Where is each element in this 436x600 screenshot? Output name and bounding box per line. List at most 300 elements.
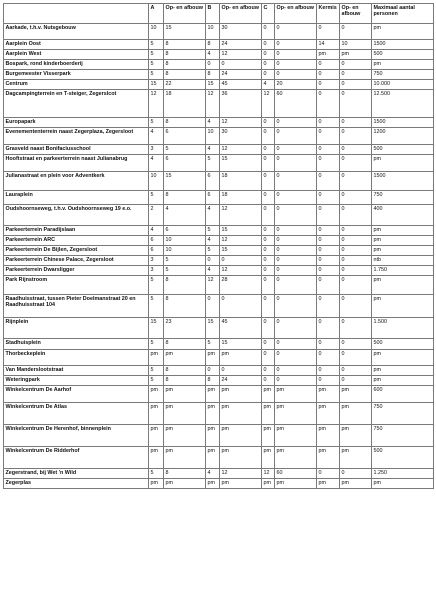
cell-max-personen: pm — [372, 24, 434, 40]
cell-b: 5 — [206, 226, 220, 236]
cell-b-op-en-afbouw: 0 — [220, 256, 262, 266]
cell-c-op-en-afbouw: pm — [275, 386, 317, 403]
cell-b: 5 — [206, 339, 220, 350]
cell-c-op-en-afbouw: 0 — [275, 172, 317, 191]
header-kermis-op-en-afbouw: Op- en afbouw — [340, 4, 372, 24]
cell-c: pm — [262, 447, 275, 469]
cell-c: pm — [262, 425, 275, 447]
cell-b-op-en-afbouw: 18 — [220, 191, 262, 205]
cell-b: 4 — [206, 236, 220, 246]
cell-max-personen: 1500 — [372, 118, 434, 128]
cell-kermis-op-en-afbouw: pm — [340, 386, 372, 403]
cell-b: 0 — [206, 60, 220, 70]
cell-c: 0 — [262, 50, 275, 60]
table-row — [4, 350, 434, 366]
header-kermis: Kermis — [317, 4, 340, 24]
cell-kermis: 0 — [317, 256, 340, 266]
cell-a: 10 — [149, 172, 164, 191]
cell-location: Stadhuisplein — [4, 339, 149, 350]
header-b: B — [206, 4, 220, 24]
cell-kermis: 0 — [317, 70, 340, 80]
cell-max-personen: 1500 — [372, 172, 434, 191]
cell-kermis: 0 — [317, 276, 340, 295]
cell-kermis-op-en-afbouw: 0 — [340, 246, 372, 256]
table-row — [4, 24, 434, 40]
cell-kermis: 0 — [317, 318, 340, 339]
cell-a-op-en-afbouw: pm — [164, 403, 206, 425]
cell-a-op-en-afbouw: 5 — [164, 266, 206, 276]
cell-b: 10 — [206, 128, 220, 145]
cell-b-op-en-afbouw: 15 — [220, 246, 262, 256]
cell-a: 4 — [149, 155, 164, 172]
cell-c: 0 — [262, 236, 275, 246]
table-row — [4, 366, 434, 376]
table-row — [4, 246, 434, 256]
cell-kermis-op-en-afbouw: 0 — [340, 90, 372, 118]
cell-a-op-en-afbouw: 6 — [164, 155, 206, 172]
cell-a-op-en-afbouw: pm — [164, 386, 206, 403]
cell-c: 0 — [262, 70, 275, 80]
cell-location: Van Manderslootstraat — [4, 366, 149, 376]
cell-location: Dagcampingterrein en T-steiger, Zegerslcot — [4, 90, 149, 118]
cell-b: 4 — [206, 205, 220, 226]
cell-location: Winkelcentrum De Herenhof, binnenplein — [4, 425, 149, 447]
cell-b: 4 — [206, 469, 220, 479]
cell-c-op-en-afbouw: 0 — [275, 24, 317, 40]
cell-kermis: pm — [317, 425, 340, 447]
table-row — [4, 425, 434, 447]
cell-b-op-en-afbouw: pm — [220, 350, 262, 366]
cell-max-personen: pm — [372, 479, 434, 489]
cell-c-op-en-afbouw: 0 — [275, 205, 317, 226]
cell-a-op-en-afbouw: 8 — [164, 50, 206, 60]
cell-a-op-en-afbouw: 5 — [164, 145, 206, 155]
table-row — [4, 205, 434, 226]
cell-b: 4 — [206, 118, 220, 128]
cell-b-op-en-afbouw: 15 — [220, 155, 262, 172]
table-row — [4, 70, 434, 80]
cell-c: pm — [262, 403, 275, 425]
cell-location: Evenemententerrein naast Zegerplaza, Zegersloot — [4, 128, 149, 145]
cell-a: 5 — [149, 118, 164, 128]
cell-a-op-en-afbouw: 8 — [164, 376, 206, 386]
cell-c: pm — [262, 479, 275, 489]
cell-c-op-en-afbouw: 20 — [275, 80, 317, 90]
table-row — [4, 295, 434, 318]
cell-location: Aarplein Oost — [4, 40, 149, 50]
cell-kermis: pm — [317, 479, 340, 489]
cell-max-personen: pm — [372, 155, 434, 172]
header-c-op-en-afbouw: Op- en afbouw — [275, 4, 317, 24]
cell-a-op-en-afbouw: pm — [164, 479, 206, 489]
cell-b: 15 — [206, 80, 220, 90]
cell-b-op-en-afbouw: 12 — [220, 50, 262, 60]
cell-kermis: 0 — [317, 366, 340, 376]
cell-a-op-en-afbouw: 10 — [164, 246, 206, 256]
cell-c-op-en-afbouw: 0 — [275, 350, 317, 366]
cell-c-op-en-afbouw: 0 — [275, 376, 317, 386]
cell-kermis: 0 — [317, 128, 340, 145]
table-row — [4, 155, 434, 172]
cell-max-personen: 400 — [372, 205, 434, 226]
cell-b-op-en-afbouw: 12 — [220, 118, 262, 128]
cell-c: 0 — [262, 376, 275, 386]
cell-b: 8 — [206, 40, 220, 50]
cell-a: 5 — [149, 469, 164, 479]
cell-kermis-op-en-afbouw: pm — [340, 425, 372, 447]
cell-c-op-en-afbouw: 0 — [275, 128, 317, 145]
cell-b-op-en-afbouw: 30 — [220, 128, 262, 145]
cell-b-op-en-afbouw: 15 — [220, 339, 262, 350]
cell-a-op-en-afbouw: 8 — [164, 191, 206, 205]
cell-a: 5 — [149, 70, 164, 80]
cell-kermis-op-en-afbouw: 0 — [340, 295, 372, 318]
cell-c-op-en-afbouw: 0 — [275, 256, 317, 266]
cell-max-personen: pm — [372, 295, 434, 318]
cell-a-op-en-afbouw: 15 — [164, 172, 206, 191]
cell-max-personen: pm — [372, 236, 434, 246]
cell-location: Aarkade, t.h.v. Nutsgebouw — [4, 24, 149, 40]
cell-kermis: pm — [317, 386, 340, 403]
table-row — [4, 191, 434, 205]
cell-c: 12 — [262, 469, 275, 479]
cell-c: 0 — [262, 40, 275, 50]
cell-a: pm — [149, 386, 164, 403]
cell-b-op-en-afbouw: 12 — [220, 145, 262, 155]
cell-c: 0 — [262, 205, 275, 226]
cell-a-op-en-afbouw: pm — [164, 425, 206, 447]
cell-a: pm — [149, 479, 164, 489]
table-row — [4, 80, 434, 90]
cell-c-op-en-afbouw: 0 — [275, 366, 317, 376]
cell-b-op-en-afbouw: 12 — [220, 205, 262, 226]
cell-a: 5 — [149, 295, 164, 318]
cell-c: 0 — [262, 339, 275, 350]
cell-b-op-en-afbouw: 24 — [220, 40, 262, 50]
cell-b-op-en-afbouw: 24 — [220, 376, 262, 386]
cell-location: Parkeerterrein De Bijlen, Zegersloot — [4, 246, 149, 256]
table-row — [4, 386, 434, 403]
cell-b: 5 — [206, 246, 220, 256]
cell-c-op-en-afbouw: pm — [275, 403, 317, 425]
cell-kermis-op-en-afbouw: 0 — [340, 145, 372, 155]
cell-kermis: 0 — [317, 118, 340, 128]
cell-kermis: 0 — [317, 246, 340, 256]
cell-location: Europapark — [4, 118, 149, 128]
cell-c-op-en-afbouw: 0 — [275, 155, 317, 172]
cell-a-op-en-afbouw: 8 — [164, 40, 206, 50]
cell-kermis: 0 — [317, 350, 340, 366]
cell-b: pm — [206, 350, 220, 366]
cell-b: 15 — [206, 318, 220, 339]
locations-table — [3, 3, 434, 489]
cell-location: Raadhuisstraat, tussen Pieter Doelmanstraat 20 en Raadhuisstraat 104 — [4, 295, 149, 318]
cell-location: Winkelcentrum De Aarhof — [4, 386, 149, 403]
cell-location: Zegerstrand, bij Wet 'n Wild — [4, 469, 149, 479]
cell-max-personen: 500 — [372, 339, 434, 350]
cell-a: 5 — [149, 40, 164, 50]
cell-location: Weteringpark — [4, 376, 149, 386]
cell-b: pm — [206, 425, 220, 447]
cell-max-personen: 500 — [372, 145, 434, 155]
cell-a-op-en-afbouw: 6 — [164, 226, 206, 236]
cell-c: 0 — [262, 246, 275, 256]
cell-a-op-en-afbouw: 8 — [164, 339, 206, 350]
cell-location: Hooftstraat en parkeerterrein naast Julianabrug — [4, 155, 149, 172]
cell-c-op-en-afbouw: 0 — [275, 226, 317, 236]
cell-location: Bospark, rond kinderboerderij — [4, 60, 149, 70]
cell-max-personen: ntb — [372, 256, 434, 266]
cell-kermis-op-en-afbouw: pm — [340, 50, 372, 60]
table-header-row — [4, 4, 434, 24]
cell-b: 5 — [206, 155, 220, 172]
cell-b: 4 — [206, 145, 220, 155]
cell-location: Oudshoornseweg, t.h.v. Oudshoornseweg 19 e.o. — [4, 205, 149, 226]
cell-kermis-op-en-afbouw: 0 — [340, 155, 372, 172]
cell-kermis: pm — [317, 447, 340, 469]
cell-kermis: 0 — [317, 266, 340, 276]
cell-kermis: 0 — [317, 205, 340, 226]
cell-max-personen: 750 — [372, 70, 434, 80]
cell-a-op-en-afbouw: 10 — [164, 236, 206, 246]
cell-b: 12 — [206, 276, 220, 295]
cell-a-op-en-afbouw: 15 — [164, 24, 206, 40]
cell-a: 5 — [149, 191, 164, 205]
table-row — [4, 266, 434, 276]
cell-b-op-en-afbouw: 0 — [220, 366, 262, 376]
cell-kermis-op-en-afbouw: 0 — [340, 172, 372, 191]
cell-kermis-op-en-afbouw: 0 — [340, 24, 372, 40]
cell-b-op-en-afbouw: 0 — [220, 60, 262, 70]
cell-c: 0 — [262, 24, 275, 40]
cell-kermis: pm — [317, 403, 340, 425]
cell-a: 6 — [149, 246, 164, 256]
cell-b: 8 — [206, 376, 220, 386]
cell-a: 2 — [149, 205, 164, 226]
cell-kermis-op-en-afbouw: 0 — [340, 350, 372, 366]
cell-c-op-en-afbouw: 0 — [275, 118, 317, 128]
cell-a-op-en-afbouw: 8 — [164, 118, 206, 128]
cell-kermis: 0 — [317, 295, 340, 318]
cell-a: 4 — [149, 128, 164, 145]
cell-c-op-en-afbouw: 0 — [275, 40, 317, 50]
cell-a-op-en-afbouw: pm — [164, 447, 206, 469]
table-row — [4, 60, 434, 70]
cell-c-op-en-afbouw: 0 — [275, 276, 317, 295]
cell-b-op-en-afbouw: 45 — [220, 80, 262, 90]
cell-c: 0 — [262, 256, 275, 266]
cell-c-op-en-afbouw: 0 — [275, 295, 317, 318]
cell-a: pm — [149, 425, 164, 447]
cell-a: 4 — [149, 226, 164, 236]
cell-kermis: 0 — [317, 80, 340, 90]
cell-c: 0 — [262, 145, 275, 155]
cell-location: Lauraplein — [4, 191, 149, 205]
cell-b: 8 — [206, 70, 220, 80]
cell-b-op-en-afbouw: 12 — [220, 266, 262, 276]
cell-kermis-op-en-afbouw: 0 — [340, 366, 372, 376]
cell-kermis-op-en-afbouw: 0 — [340, 276, 372, 295]
cell-a: 15 — [149, 80, 164, 90]
cell-location: Centrum — [4, 80, 149, 90]
cell-c: 0 — [262, 366, 275, 376]
table-row — [4, 447, 434, 469]
cell-max-personen: 12.500 — [372, 90, 434, 118]
cell-kermis-op-en-afbouw: 0 — [340, 70, 372, 80]
cell-kermis-op-en-afbouw: pm — [340, 403, 372, 425]
cell-kermis: 0 — [317, 145, 340, 155]
cell-b: pm — [206, 447, 220, 469]
cell-max-personen: 750 — [372, 191, 434, 205]
cell-b: pm — [206, 386, 220, 403]
cell-a: 15 — [149, 318, 164, 339]
cell-kermis: 0 — [317, 236, 340, 246]
cell-kermis: 0 — [317, 90, 340, 118]
cell-c: 4 — [262, 80, 275, 90]
cell-b-op-en-afbouw: 18 — [220, 172, 262, 191]
cell-kermis-op-en-afbouw: 0 — [340, 60, 372, 70]
cell-max-personen: pm — [372, 246, 434, 256]
cell-kermis: 0 — [317, 155, 340, 172]
cell-c: 0 — [262, 60, 275, 70]
cell-c-op-en-afbouw: 0 — [275, 318, 317, 339]
cell-a: pm — [149, 447, 164, 469]
cell-b: 0 — [206, 366, 220, 376]
cell-max-personen: 1.250 — [372, 469, 434, 479]
cell-location: Parkeerterrein Paradijslaan — [4, 226, 149, 236]
cell-kermis-op-en-afbouw: 0 — [340, 256, 372, 266]
cell-c: 0 — [262, 128, 275, 145]
cell-b: pm — [206, 479, 220, 489]
cell-c: 0 — [262, 318, 275, 339]
table-row — [4, 90, 434, 118]
cell-c: 0 — [262, 226, 275, 236]
cell-b-op-en-afbouw: 28 — [220, 276, 262, 295]
cell-a: 3 — [149, 266, 164, 276]
cell-kermis-op-en-afbouw: 0 — [340, 236, 372, 246]
cell-c-op-en-afbouw: 0 — [275, 145, 317, 155]
cell-b-op-en-afbouw: pm — [220, 479, 262, 489]
cell-kermis-op-en-afbouw: 0 — [340, 226, 372, 236]
cell-kermis: 0 — [317, 60, 340, 70]
cell-a-op-en-afbouw: 4 — [164, 205, 206, 226]
cell-a: 5 — [149, 60, 164, 70]
cell-c: 0 — [262, 172, 275, 191]
cell-kermis: 0 — [317, 191, 340, 205]
cell-a-op-en-afbouw: 5 — [164, 256, 206, 266]
cell-a: 6 — [149, 236, 164, 246]
header-max-personen: Maximaal aantal personen — [372, 4, 434, 24]
cell-a-op-en-afbouw: 8 — [164, 366, 206, 376]
cell-b: 4 — [206, 266, 220, 276]
cell-max-personen: 500 — [372, 447, 434, 469]
cell-c-op-en-afbouw: 0 — [275, 246, 317, 256]
table-row — [4, 128, 434, 145]
cell-kermis-op-en-afbouw: 0 — [340, 339, 372, 350]
cell-location: Julianastraat en plein voor Adventkerk — [4, 172, 149, 191]
cell-a-op-en-afbouw: 22 — [164, 80, 206, 90]
cell-a: pm — [149, 403, 164, 425]
cell-a-op-en-afbouw: pm — [164, 350, 206, 366]
cell-a-op-en-afbouw: 8 — [164, 60, 206, 70]
cell-b-op-en-afbouw: 12 — [220, 236, 262, 246]
cell-c: 0 — [262, 276, 275, 295]
cell-a-op-en-afbouw: 23 — [164, 318, 206, 339]
cell-max-personen: pm — [372, 376, 434, 386]
cell-kermis: 0 — [317, 172, 340, 191]
cell-c: 0 — [262, 350, 275, 366]
table-row — [4, 50, 434, 60]
cell-c-op-en-afbouw: pm — [275, 447, 317, 469]
cell-b-op-en-afbouw: pm — [220, 447, 262, 469]
cell-kermis-op-en-afbouw: 10 — [340, 40, 372, 50]
cell-b: 0 — [206, 256, 220, 266]
cell-a-op-en-afbouw: 6 — [164, 128, 206, 145]
header-a-op-en-afbouw: Op- en afbouw — [164, 4, 206, 24]
cell-a: 3 — [149, 145, 164, 155]
cell-kermis: 0 — [317, 226, 340, 236]
cell-kermis-op-en-afbouw: pm — [340, 479, 372, 489]
cell-c: 0 — [262, 295, 275, 318]
cell-b-op-en-afbouw: 12 — [220, 469, 262, 479]
cell-b: 12 — [206, 90, 220, 118]
cell-location: Parkeerterrein ARC — [4, 236, 149, 246]
cell-max-personen: 500 — [372, 50, 434, 60]
cell-location: Winkelcentrum De Atlas — [4, 403, 149, 425]
table-row — [4, 276, 434, 295]
cell-c-op-en-afbouw: pm — [275, 479, 317, 489]
cell-kermis-op-en-afbouw: 0 — [340, 191, 372, 205]
cell-a: pm — [149, 350, 164, 366]
table-row — [4, 469, 434, 479]
cell-kermis-op-en-afbouw: 0 — [340, 118, 372, 128]
cell-c-op-en-afbouw: 0 — [275, 70, 317, 80]
table-row — [4, 256, 434, 266]
cell-kermis: 14 — [317, 40, 340, 50]
cell-kermis: 0 — [317, 376, 340, 386]
table-row — [4, 172, 434, 191]
cell-location: Winkelcentrum De Ridderhof — [4, 447, 149, 469]
cell-b-op-en-afbouw: pm — [220, 403, 262, 425]
cell-a: 3 — [149, 256, 164, 266]
cell-location: Parkeerterrein Chinese Palace, Zegersloot — [4, 256, 149, 266]
table-row — [4, 40, 434, 50]
cell-a: 5 — [149, 276, 164, 295]
cell-b-op-en-afbouw: 24 — [220, 70, 262, 80]
cell-c-op-en-afbouw: 0 — [275, 60, 317, 70]
cell-location: Zegerplas — [4, 479, 149, 489]
cell-b-op-en-afbouw: 15 — [220, 226, 262, 236]
cell-a: 5 — [149, 376, 164, 386]
cell-c: 0 — [262, 118, 275, 128]
cell-a: 5 — [149, 50, 164, 60]
cell-kermis-op-en-afbouw: 0 — [340, 205, 372, 226]
cell-kermis: pm — [317, 50, 340, 60]
cell-c-op-en-afbouw: 60 — [275, 90, 317, 118]
table-row — [4, 145, 434, 155]
cell-location: Park Rijnstroom — [4, 276, 149, 295]
cell-max-personen: pm — [372, 366, 434, 376]
header-b-op-en-afbouw: Op- en afbouw — [220, 4, 262, 24]
cell-a-op-en-afbouw: 8 — [164, 70, 206, 80]
cell-kermis-op-en-afbouw: 0 — [340, 469, 372, 479]
cell-max-personen: 1.750 — [372, 266, 434, 276]
cell-location: Thorbeckeplein — [4, 350, 149, 366]
cell-max-personen: 1.500 — [372, 318, 434, 339]
cell-a: 10 — [149, 24, 164, 40]
cell-b: 4 — [206, 50, 220, 60]
table-row — [4, 236, 434, 246]
